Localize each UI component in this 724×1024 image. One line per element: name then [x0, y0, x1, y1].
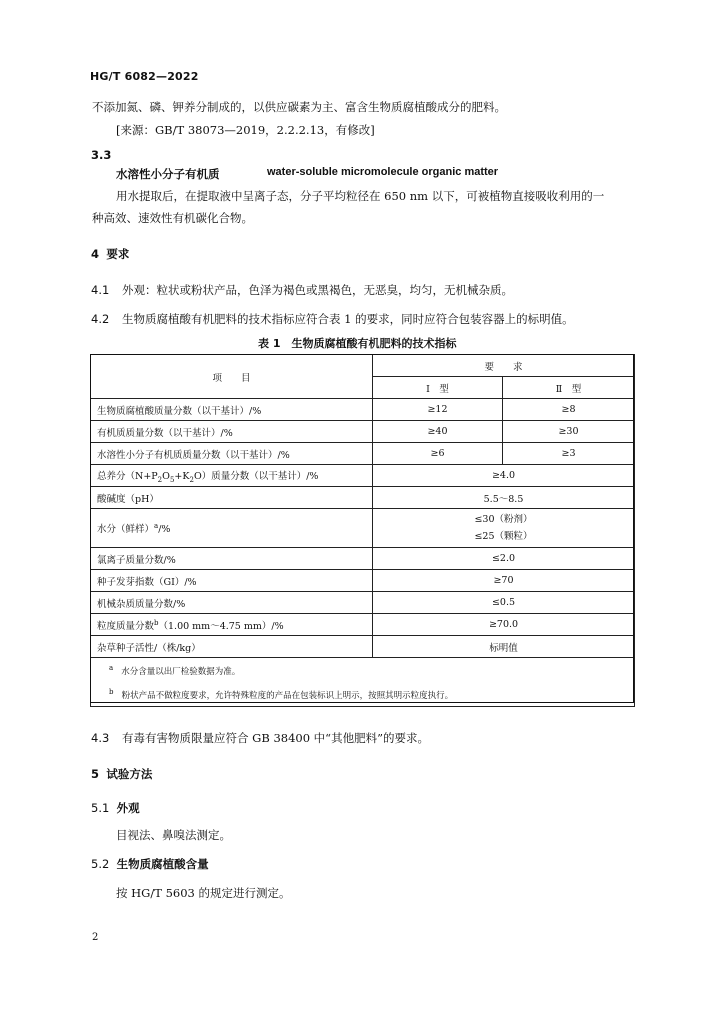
- table-row: [91, 548, 635, 570]
- row-item: 机械杂质质量分数/%: [91, 592, 373, 614]
- clause-4-1-number: 4.1: [91, 283, 110, 297]
- clause-5-1-heading: [91, 800, 140, 816]
- header-requirements: 要 求: [373, 355, 635, 377]
- note-b: $^b$ 粉状产品不做粒度要求，允许特殊粒度的产品在包装标识上明示，按照其明示粒度执行。: [109, 688, 454, 701]
- table-row-particle-size: [91, 614, 635, 636]
- header-type-1: Ⅰ 型: [373, 377, 503, 399]
- table-row-moisture: [91, 509, 635, 548]
- section-5-heading: [91, 766, 152, 782]
- table-1-caption: 表 1 生物质腐植酸有机肥料的技术指标: [258, 337, 457, 350]
- clause-4-2-text: 生物质腐植酸有机肥料的技术指标应符合表 1 的要求，同时应符合包装容器上的标明值。: [122, 312, 574, 326]
- row-value: ≤2.0: [373, 548, 635, 570]
- moisture-value-granule: ≤25（颗粒）: [474, 531, 533, 542]
- term-3-3-title-en: water-soluble micromolecule organic matter: [267, 166, 499, 178]
- row-item: 粒度质量分数$^b$（1.00 mm～4.75 mm）/%: [91, 614, 373, 636]
- section-4-number: 4: [91, 247, 100, 261]
- row-value: ≥70.0: [373, 614, 635, 636]
- table-notes-row: [91, 658, 635, 707]
- header-item: 项 目: [91, 355, 373, 399]
- table-1: [90, 354, 635, 707]
- table-notes: [91, 658, 635, 707]
- table-row: [91, 570, 635, 592]
- table-row: [91, 592, 635, 614]
- table-row-weed-seeds: [91, 636, 635, 658]
- row-value: ≥70: [373, 570, 635, 592]
- term-3-3-definition-line2: 种高效、速效性有机碳化合物。: [92, 211, 253, 225]
- section-4-heading: [91, 246, 129, 262]
- table-row: [91, 443, 635, 465]
- clause-5-2-title: 生物质腐植酸含量: [116, 857, 209, 871]
- intro-text: 不添加氮、磷、钾养分制成的，以供应碳素为主、富含生物质腐植酸成分的肥料。: [92, 100, 506, 114]
- row-item: 水溶性小分子有机质质量分数（以干基计）/%: [91, 443, 373, 465]
- section-4-title: 要求: [106, 247, 130, 261]
- note-a: $^a$ 水分含量以出厂检验数据为准。: [109, 664, 241, 677]
- clause-4-3-number: 4.3: [91, 731, 110, 745]
- section-5-title: 试验方法: [106, 767, 153, 781]
- table-header-row: [91, 355, 635, 377]
- clause-5-2-number: 5.2: [91, 857, 110, 871]
- moisture-value-powder: ≤30（粉剂）: [474, 514, 533, 525]
- row-item: 杂草种子活性/（株/kg）: [91, 636, 373, 658]
- clause-5-1-title: 外观: [116, 801, 140, 815]
- intro-source: [来源：GB/T 38073—2019，2.2.2.13，有修改]: [116, 123, 375, 137]
- row-type-1-value: ≥40: [373, 421, 503, 443]
- clause-4-2-number: 4.2: [91, 312, 110, 326]
- row-item: 有机质质量分数（以干基计）/%: [91, 421, 373, 443]
- header-type-2: Ⅱ 型: [503, 377, 635, 399]
- table-row: [91, 421, 635, 443]
- row-value: ≤0.5: [373, 592, 635, 614]
- table-row: [91, 399, 635, 421]
- page-number: 2: [92, 932, 99, 943]
- row-item: 酸碱度（pH）: [91, 487, 373, 509]
- row-item: 种子发芽指数（GI）/%: [91, 570, 373, 592]
- row-type-1-value: ≥12: [373, 399, 503, 421]
- row-item: 水分（鲜样）$^a$/%: [91, 509, 373, 548]
- row-item: 氯离子质量分数/%: [91, 548, 373, 570]
- row-value: 5.5～8.5: [373, 487, 635, 509]
- row-item: 总养分$(N+P_2O_5+K_2O)$质量分数（以干基计）/%: [91, 465, 373, 487]
- table-row-ph: [91, 487, 635, 509]
- clause-4-3-text: 有毒有害物质限量应符合 GB 38400 中“其他肥料”的要求。: [122, 731, 429, 745]
- term-3-3-definition-line1: 用水提取后，在提取液中呈离子态，分子平均粒径在 650 nm 以下，可被植物直接吸收利用的一: [116, 189, 605, 203]
- table-row-total-nutrients: [91, 465, 635, 487]
- clause-5-2-heading: [91, 856, 209, 872]
- row-value: ≥4.0: [373, 465, 635, 487]
- clause-5-2-text: 按 HG/T 5603 的规定进行测定。: [116, 886, 291, 900]
- row-type-2-value: ≥3: [503, 443, 635, 465]
- clause-4-1-text: 外观：粒状或粉状产品，色泽为褐色或黑褐色，无恶臭，均匀，无机械杂质。: [122, 283, 513, 297]
- row-value: 标明值: [373, 636, 635, 658]
- row-type-2-value: ≥30: [503, 421, 635, 443]
- row-type-1-value: ≥6: [373, 443, 503, 465]
- standard-code-header: HG/T 6082—2022: [90, 70, 199, 83]
- row-value: [373, 509, 635, 548]
- term-3-3-title-cn: 水溶性小分子有机质: [116, 167, 220, 181]
- section-5-number: 5: [91, 767, 100, 781]
- term-3-3-number: 3.3: [91, 148, 112, 162]
- clause-5-1-number: 5.1: [91, 801, 110, 815]
- clause-5-1-text: 目视法、鼻嗅法测定。: [116, 828, 231, 842]
- row-type-2-value: ≥8: [503, 399, 635, 421]
- row-item: 生物质腐植酸质量分数（以干基计）/%: [91, 399, 373, 421]
